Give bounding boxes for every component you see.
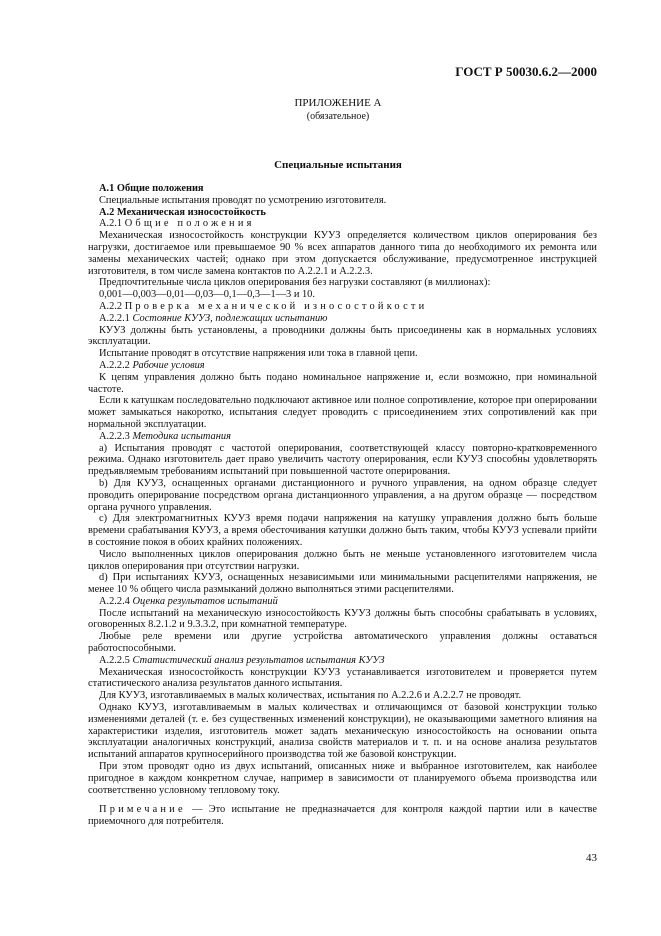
clause-title: Рабочие условия xyxy=(132,359,205,371)
paragraph: КУУЗ должны быть установлены, а проводники должны быть присоединены как в нормальных условиях эксплуатации. xyxy=(88,324,597,348)
clause-heading xyxy=(88,313,597,325)
clause-number: А.2.2.4 xyxy=(99,595,130,607)
paragraph: Специальные испытания проводят по усмотрению изготовителя. xyxy=(99,194,387,206)
paragraph: c) Для электромагнитных КУУЗ время подачи напряжения на катушку управления должно быть больше времени срабатывания КУУЗ, а время обесточивания катушки должно быть таким, чтобы КУУЗ успевали прийти в состояние покоя в обоих крайних положениях. xyxy=(88,513,597,548)
clause-title: Методика испытания xyxy=(132,430,231,442)
clause-title: Общие положения xyxy=(124,218,255,230)
paragraph: Предпочтительные числа циклов оперирования без нагрузки составляют (в миллионах): xyxy=(99,277,491,289)
paragraph: К цепям управления должно быть подано номинальное напряжение и, если возможно, при номинальной частоте. xyxy=(88,371,597,395)
paragraph: При этом проводят одно из двух испытаний, описанных ниже и выбранное изготовителем, как наиболее пригодное в каждом конкретном случае, например в зависимости от планируемого объема производства или соответственно условному тепловому току. xyxy=(88,761,597,796)
paragraph: Число выполненных циклов оперирования должно быть не меньше установленного изготовителем числа циклов оперирования при отсутствии нагрузки. xyxy=(88,548,597,572)
paragraph: Испытание проводят в отсутствие напряжения или тока в главной цепи. xyxy=(99,348,418,360)
clause-number: А.2.2.3 xyxy=(99,430,130,442)
clause-title: Статистический анализ результатов испытания КУУЗ xyxy=(132,654,385,666)
clause-title: Оценка результатов испытаний xyxy=(132,595,278,607)
annex-title: ПРИЛОЖЕНИЕ А xyxy=(294,97,382,109)
section-heading: А.1 Общие положения xyxy=(99,183,204,194)
paragraph: Любые реле времени или другие устройства автоматического управления должны оставаться работоспособными. xyxy=(88,631,597,655)
clause-number: А.2.2 xyxy=(99,300,123,312)
subsection-heading xyxy=(88,301,597,313)
clause-title: Проверка механической износостойкости xyxy=(124,300,428,312)
paragraph: Механическая износостойкость конструкции КУУЗ определяется количеством циклов оперирования без нагрузки, достигаемое или превышаемое 90 % всех аппаратов данного типа до необходимого их ремонта или замены механических частей; однако при этом допускается обслуживание, предусмотренное инструкцией изготовителя, в том числе замена контактов по А.2.2.1 и А.2.2.3. xyxy=(88,230,597,277)
annex-status: (обязательное) xyxy=(306,111,370,122)
paragraph: b) Для КУУЗ, оснащенных органами дистанционного и ручного управления, на одном образце следует проводить оперирование посредством органа дистанционного управления, а на другом образце — посредством органа ручного управления. xyxy=(88,477,597,513)
section-heading: А.2 Механическая износостойкость xyxy=(99,206,266,218)
clause-number: А.2.2.2 xyxy=(99,359,130,371)
paragraph: a) Испытания проводят с частотой оперирования, соответствующей классу повторно-кратковременного режима. Однако изготовитель дает право увеличить частоту оперирования, если КУУЗ способны удовлетворять предъявляемым требованиям испытаний при повышенной частоте оперирования. xyxy=(88,442,597,478)
page-number: 43 xyxy=(586,852,597,864)
annex-heading xyxy=(0,97,661,123)
paragraph: Однако КУУЗ, изготавливаемым в малых количествах и отличающимся от базовой конструкции только изменениями деталей (т. е. без существенных изменений конструкции), не оказывающими заметного влияния на характеристики изделия, изготовитель может задать механическую износостойкость на основании опыта эксплуатации аналогичных конструкций, анализа свойств материалов и т. п. и на основе анализа результатов испытаний аппаратов крупносерийного производства той же базовой конструкции. xyxy=(88,702,597,761)
subsection-heading xyxy=(88,218,597,230)
note-label: Примечание xyxy=(99,804,186,816)
section-title: Специальные испытания xyxy=(274,159,402,171)
clause-heading xyxy=(88,655,597,667)
clause-heading xyxy=(88,596,597,608)
clause-number: А.2.1 xyxy=(99,218,123,230)
clause-number: А.2.2.5 xyxy=(99,654,130,666)
paragraph: Механическая износостойкость конструкции КУУЗ устанавливается изготовителем и проверяется путем статистического анализа результатов данного испытания. xyxy=(88,666,597,690)
document-header-standard-number: ГОСТ Р 50030.6.2—2000 xyxy=(455,64,597,79)
paragraph: После испытаний на механическую износостойкость КУУЗ должны быть способны срабатывать в условиях, оговоренных 8.2.1.2 и 9.3.3.2, при комнатной температуре. xyxy=(88,607,597,631)
clause-title: Состояние КУУЗ, подлежащих испытанию xyxy=(132,312,328,324)
paragraph: Для КУУЗ, изготавливаемых в малых количествах, испытания по А.2.2.6 и А.2.2.7 не проводят. xyxy=(99,690,522,702)
paragraph: d) При испытаниях КУУЗ, оснащенных независимыми или минимальными расцепителями напряжения, не менее 10 % общего числа размыканий должно выполняться этими расцепителями. xyxy=(88,572,597,596)
note xyxy=(88,804,597,828)
note-text: — Это испытание не предназначается для контроля каждой партии или в качестве приемочного для потребителя. xyxy=(88,804,597,828)
clause-heading xyxy=(88,360,597,372)
clause-number: А.2.2.1 xyxy=(99,312,130,324)
clause-heading xyxy=(88,431,597,443)
document-body xyxy=(88,183,597,828)
paragraph: Если к катушкам последовательно подключают активное или полное сопротивление, которое при оперировании может замыкаться накоротко, испытания следует проводить с присоединением этих сопротивлений как при нормальной эксплуатации. xyxy=(88,395,597,430)
paragraph: 0,001—0,003—0,01—0,03—0,1—0,3—1—3 и 10. xyxy=(99,289,315,301)
